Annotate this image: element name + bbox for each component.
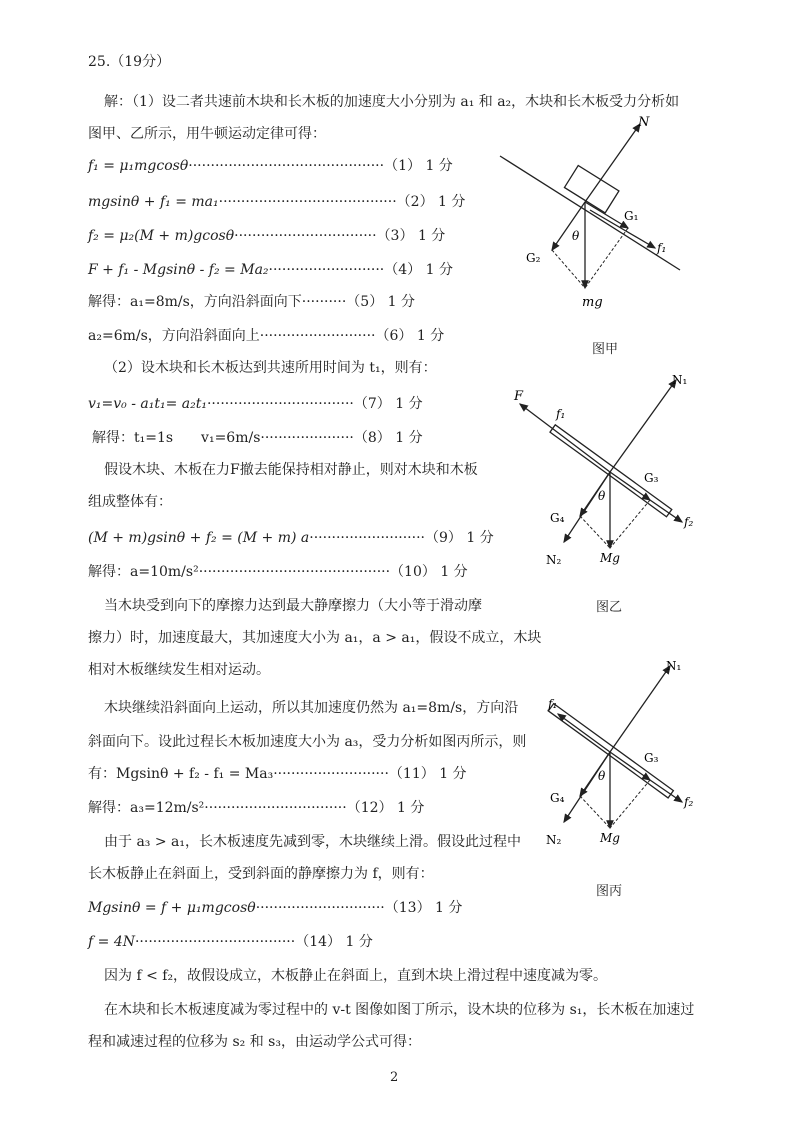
label-f1: f₁ bbox=[657, 241, 667, 255]
label-F: F bbox=[514, 389, 524, 404]
label-G1: G₁ bbox=[624, 209, 639, 223]
equation-row: Mgsinθ = f + μ₁mgcosθ·····························（13） 1 分 bbox=[88, 900, 463, 916]
assumption-line-2: 组成整体有： bbox=[88, 494, 172, 510]
label-f2: f₂ bbox=[684, 795, 694, 809]
page-number: 2 bbox=[390, 1070, 399, 1085]
label-G4: G₄ bbox=[550, 511, 565, 525]
label-G3: G₃ bbox=[644, 751, 659, 765]
equation-row: a₂=6m/s，方向沿斜面向上··························（6） 1 分 bbox=[88, 328, 445, 344]
figure-jia-caption: 图甲 bbox=[592, 342, 619, 357]
equation-row: f₁ = μ₁mgcosθ············································（1） 1 分 bbox=[88, 158, 453, 174]
problem-header: 25.（19分） bbox=[88, 54, 171, 70]
label-G2: G₂ bbox=[526, 251, 541, 265]
solution-line-1: 解：（1）设二者共速前木块和长木板的加速度大小分别为 a₁ 和 a₂，木块和长木板受力分析如 bbox=[104, 94, 680, 110]
equation-row: 有：Mgsinθ + f₂ - f₁ = Ma₃··························（11） 1 分 bbox=[88, 766, 467, 782]
paragraph-3-line-2: 长木板静止在斜面上，受到斜面的静摩擦力为 f，则有： bbox=[88, 866, 434, 882]
figure-bing-caption: 图丙 bbox=[596, 884, 623, 899]
label-theta: θ bbox=[598, 769, 606, 783]
figure-yi-caption: 图乙 bbox=[596, 600, 623, 615]
assumption-line-1: 假设木块、木板在力F撤去能保持相对静止，则对木块和木板 bbox=[104, 462, 478, 478]
label-G3: G₃ bbox=[644, 471, 659, 485]
equation-row: f₂ = μ₂(M + m)gcosθ································（3） 1 分 bbox=[88, 228, 446, 244]
equation-row: (M + m)gsinθ + f₂ = (M + m) a··························（9） 1 分 bbox=[88, 530, 494, 546]
solution-line-2: 图甲、乙所示，用牛顿运动定律可得： bbox=[88, 126, 326, 142]
paragraph-5-line-2: 程和减速过程的位移为 s₂ 和 s₃，由运动学公式可得： bbox=[88, 1034, 421, 1050]
equation-row: 解得：a₃=12m/s²································（12） 1 分 bbox=[88, 800, 425, 816]
label-G4: G₄ bbox=[550, 791, 565, 805]
label-N2: N₂ bbox=[546, 553, 562, 567]
figure-bing-diagram bbox=[500, 652, 700, 862]
label-N: N bbox=[638, 115, 650, 130]
label-theta: θ bbox=[598, 489, 606, 503]
paragraph-4: 因为 f < f₂，故假设成立，木板静止在斜面上，直到木块上滑过程中速度减为零。 bbox=[104, 968, 608, 984]
label-f1: f₁ bbox=[556, 407, 566, 421]
paragraph-5-line-1: 在木块和长木板速度减为零过程中的 v-t 图像如图丁所示，设木块的位移为 s₁，长木板在加速过 bbox=[104, 1002, 695, 1018]
equation-row: F + f₁ - Mgsinθ - f₂ = Ma₂··························（4） 1 分 bbox=[88, 262, 453, 278]
label-f2: f₂ bbox=[684, 515, 694, 529]
label-f1: f₁ bbox=[548, 697, 558, 711]
paragraph-3-line-1: 由于 a₃ > a₁，长木板速度先减到零，木块继续上滑。假设此过程中 bbox=[104, 834, 521, 850]
label-mg: mg bbox=[582, 295, 603, 310]
figure-yi-diagram bbox=[500, 370, 700, 580]
equation-row: v₁=v₀ - a₁t₁= a₂t₁·································（7） 1 分 bbox=[88, 396, 423, 412]
equation-row: 解得：a=10m/s²···········································（10） 1 分 bbox=[88, 564, 468, 580]
paragraph-1-line-3: 相对木板继续发生相对运动。 bbox=[88, 662, 270, 678]
label-theta: θ bbox=[572, 229, 580, 243]
equation-row: 解得：a₁=8m/s，方向沿斜面向下··········（5） 1 分 bbox=[88, 294, 416, 310]
equation-row: 解得：t₁=1s v₁=6m/s·····················（8） 1 分 bbox=[92, 430, 423, 446]
paragraph-2-line-2: 斜面向下。设此过程长木板加速度大小为 a₃，受力分析如图丙所示，则 bbox=[88, 734, 527, 750]
label-N1: N₁ bbox=[666, 659, 682, 673]
paragraph-1-line-1: 当木块受到向下的摩擦力达到最大静摩擦力（大小等于滑动摩 bbox=[104, 598, 482, 614]
part-2-intro: （2）设木块和长木板达到共速所用时间为 t₁，则有： bbox=[104, 360, 437, 376]
equation-row: f = 4N····································（14） 1 分 bbox=[88, 934, 373, 950]
label-N1: N₁ bbox=[672, 373, 688, 387]
paragraph-1-line-2: 擦力）时，加速度最大，其加速度大小为 a₁，a > a₁，假设不成立，木块 bbox=[88, 630, 542, 646]
label-Mg: Mg bbox=[600, 551, 620, 565]
label-Mg: Mg bbox=[600, 831, 620, 845]
equation-row: mgsinθ + f₁ = ma₁········································（2） 1 分 bbox=[88, 194, 466, 210]
figure-jia-diagram bbox=[490, 110, 690, 330]
label-N2: N₂ bbox=[546, 833, 562, 847]
paragraph-2-line-1: 木块继续沿斜面向上运动，所以其加速度仍然为 a₁=8m/s，方向沿 bbox=[104, 700, 519, 716]
